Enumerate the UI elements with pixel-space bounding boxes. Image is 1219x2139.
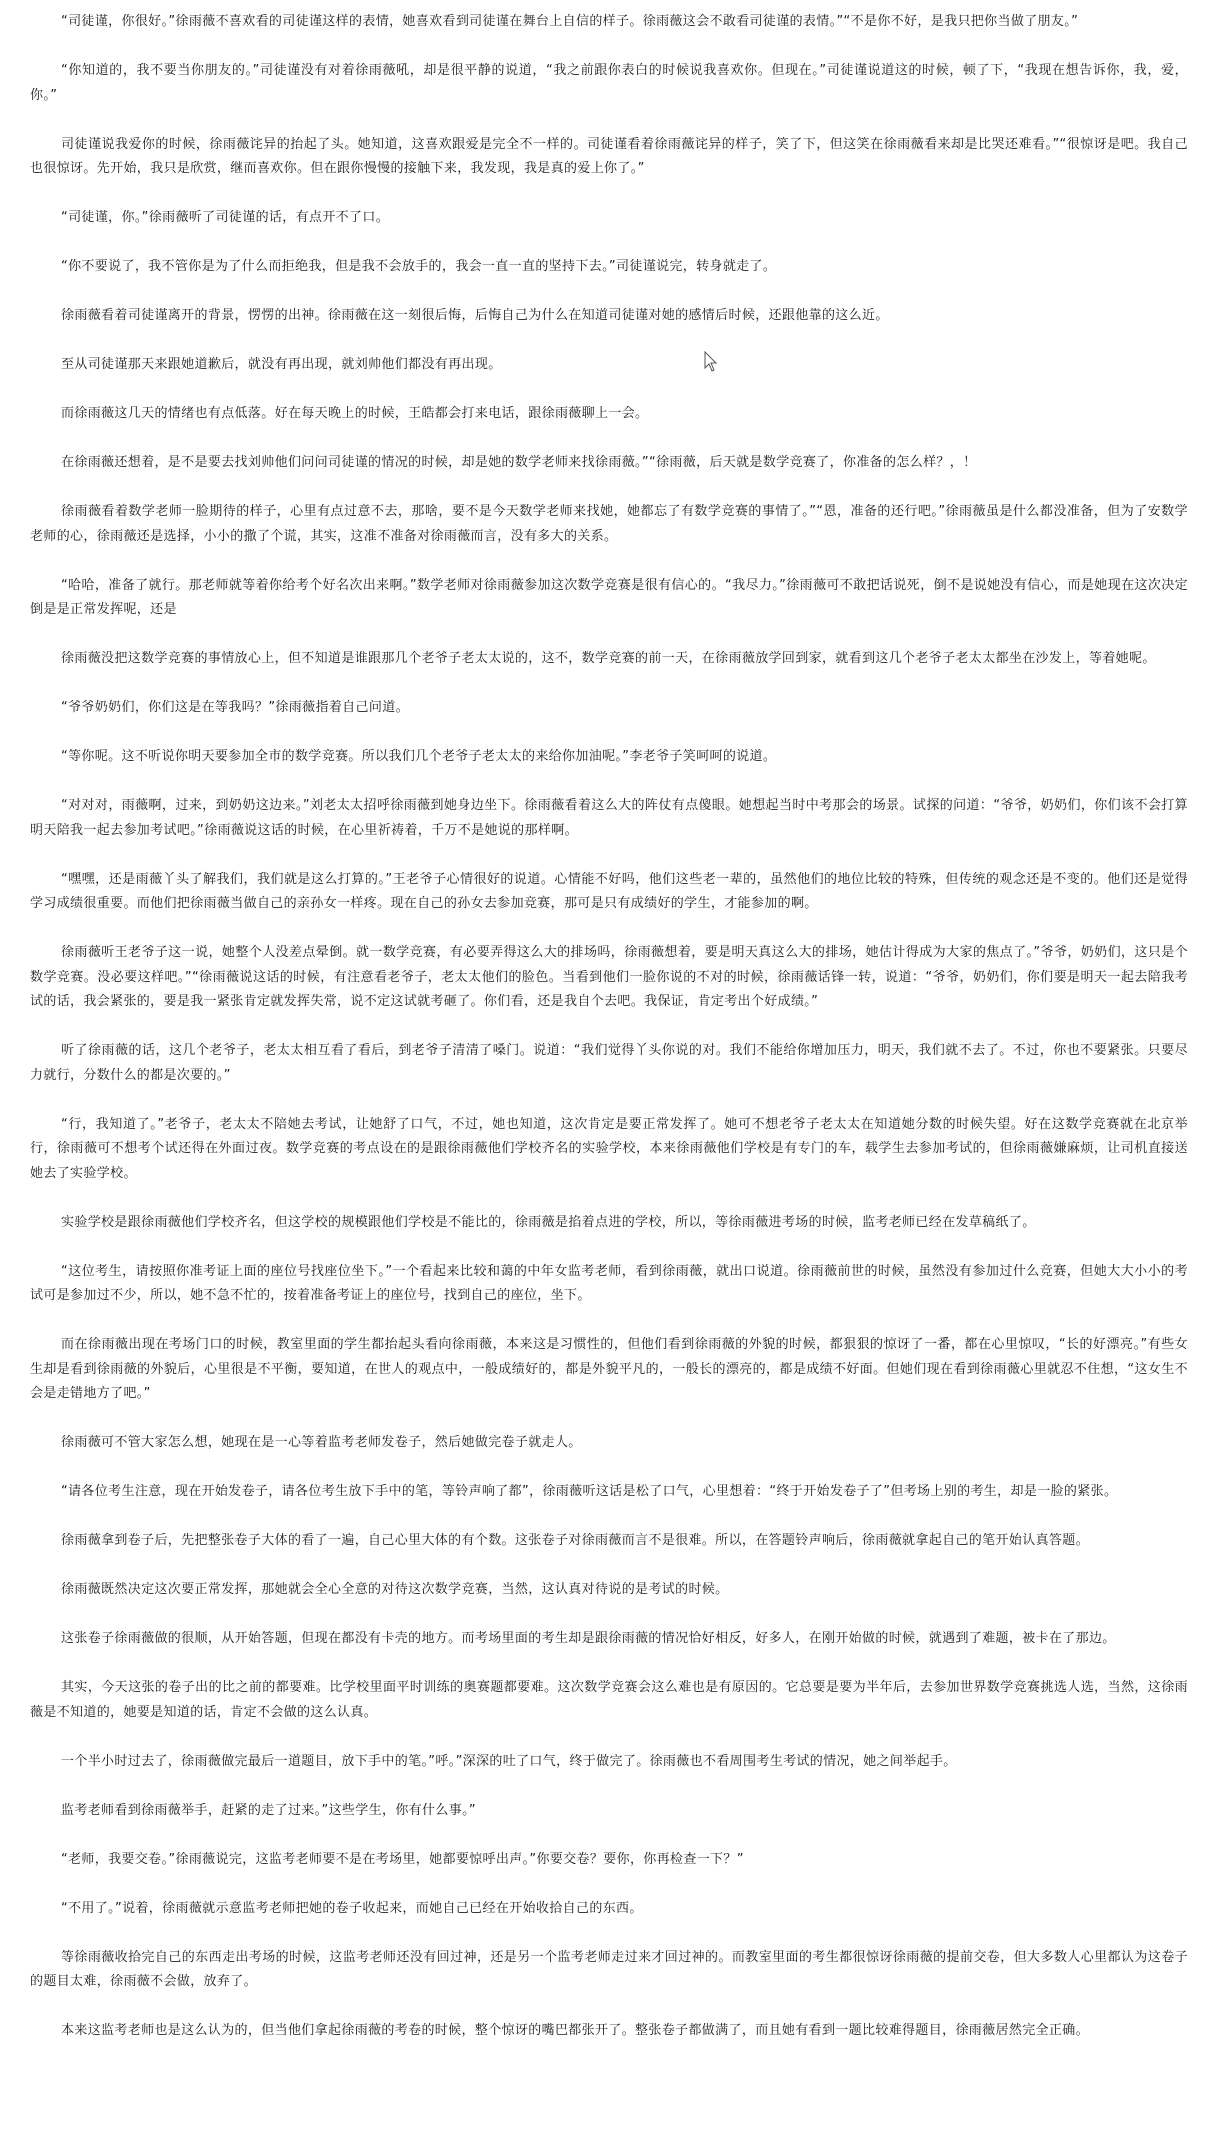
paragraph: “行，我知道了。”老爷子，老太太不陪她去考试，让她舒了口气，不过，她也知道，这次肯定是要正常发挥了。她可不想老爷子老太太在知道她分数的时候失望。好在这数学竞赛就在北京举行，徐雨薇可不想考个试还得在外面过夜。数学竞赛的考点设在的是跟徐雨薇他们学校齐名的实验学校，本来徐雨薇他们学校是有专门的车，载学生去参加考试的，但徐雨薇嫌麻烦，让司机直接送她去了实验学校。 [30, 1116, 1188, 1181]
paragraph: 等徐雨薇收拾完自己的东西走出考场的时候，这监考老师还没有回过神，还是另一个监考老师走过来才回过神的。而教室里面的考生都很惊讶徐雨薇的提前交卷，但大多数人心里都认为这卷子的题目太难，徐雨薇不会做，放弃了。 [30, 1949, 1188, 1989]
paragraph: “等你呢。这不听说你明天要参加全市的数学竞赛。所以我们几个老爷子老太太的来给你加油呢。”李老爷子笑呵呵的说道。 [61, 749, 777, 764]
article-body [30, 10, 1188, 2068]
paragraph: 而徐雨薇这几天的情绪也有点低落。好在每天晚上的时候，王皓都会打来电话，跟徐雨薇聊上一会。 [61, 406, 649, 421]
paragraph: 徐雨薇可不管大家怎么想，她现在是一心等着监考老师发卷子，然后她做完卷子就走人。 [61, 1435, 582, 1450]
paragraph: “请各位考生注意，现在开始发卷子，请各位考生放下手中的笔，等铃声响了都”，徐雨薇听这话是松了口气，心里想着：“终于开始发卷子了”但考场上别的考生，却是一脸的紧张。 [61, 1484, 1118, 1499]
paragraph: 徐雨薇既然决定这次要正常发挥，那她就会全心全意的对待这次数学竞赛，当然，这认真对待说的是考试的时候。 [61, 1582, 729, 1597]
paragraph: 在徐雨薇还想着，是不是要去找刘帅他们问问司徒谨的情况的时候，却是她的数学老师来找徐雨薇。”“徐雨薇，后天就是数学竞赛了，你准备的怎么样？，！ [61, 455, 977, 470]
paragraph: “嘿嘿，还是雨薇丫头了解我们，我们就是这么打算的。”王老爷子心情很好的说道。心情能不好吗，他们这些老一辈的，虽然他们的地位比较的特殊，但传统的观念还是不变的。他们还是觉得学习成绩很重要。而他们把徐雨薇当做自己的亲孙女一样疼。现在自己的孙女去参加竞赛，那可是只有成绩好的学生，才能参加的啊。 [30, 871, 1188, 911]
paragraph: 徐雨薇拿到卷子后，先把整张卷子大体的看了一遍，自己心里大体的有个数。这张卷子对徐雨薇而言不是很难。所以，在答题铃声响后，徐雨薇就拿起自己的笔开始认真答题。 [61, 1533, 1089, 1548]
paragraph: “司徒谨，你很好。”徐雨薇不喜欢看的司徒谨这样的表情，她喜欢看到司徒谨在舞台上自信的样子。徐雨薇这会不敢看司徒谨的表情。”“不是你不好，是我只把你当做了朋友。” [61, 14, 1079, 29]
paragraph: “你知道的，我不要当你朋友的。”司徒谨没有对着徐雨薇吼，却是很平静的说道，“我之前跟你表白的时候说我喜欢你。但现在。”司徒谨说道这的时候，顿了下，“我现在想告诉你，我，爱，你。” [30, 63, 1188, 103]
paragraph: 监考老师看到徐雨薇举手，赶紧的走了过来。”这些学生，你有什么事。” [61, 1802, 477, 1818]
paragraph: 司徒谨说我爱你的时候，徐雨薇诧异的抬起了头。她知道，这喜欢跟爱是完全不一样的。司徒谨看着徐雨薇诧异的样子，笑了下，但这笑在徐雨薇看来却是比哭还难看。”“很惊讶是吧。我自己也很惊讶。先开始，我只是欣赏，继而喜欢你。但在跟你慢慢的接触下来，我发现，我是真的爱上你了。” [30, 136, 1188, 176]
paragraph: “爷爷奶奶们，你们这是在等我吗？”徐雨薇指着自己问道。 [61, 700, 409, 715]
paragraph: 至从司徒谨那天来跟她道歉后，就没有再出现，就刘帅他们都没有再出现。 [61, 357, 502, 372]
paragraph: 而在徐雨薇出现在考场门口的时候，教室里面的学生都抬起头看向徐雨薇，本来这是习惯性的，但他们看到徐雨薇的外貌的时候，都狠狠的惊讶了一番，都在心里惊叹，“长的好漂亮。”有些女生却是看到徐雨薇的外貌后，心里很是不平衡，要知道，在世人的观点中，一般成绩好的，都是外貌平凡的，一般长的漂亮的，都是成绩不好面。但她们现在看到徐雨薇心里就忍不住想，“这女生不会是走错地方了吧。” [30, 1337, 1188, 1401]
paragraph: 其实，今天这张的卷子出的比之前的都要难。比学校里面平时训练的奥赛题都要难。这次数学竞赛会这么难也是有原因的。它总要是要为半年后，去参加世界数学竞赛挑选人选，当然，这徐雨薇是不知道的，她要是知道的话，肯定不会做的这么认真。 [30, 1680, 1188, 1720]
paragraph: “你不要说了，我不管你是为了什么而拒绝我，但是我不会放手的，我会一直一直的坚持下去。”司徒谨说完，转身就走了。 [61, 259, 777, 274]
paragraph: 徐雨薇没把这数学竞赛的事情放心上，但不知道是谁跟那几个老爷子老太太说的，这不，数学竞赛的前一天，在徐雨薇放学回到家，就看到这几个老爷子老太太都坐在沙发上，等着她呢。 [61, 651, 1156, 666]
mouse-pointer-icon [704, 351, 718, 373]
paragraph: 这张卷子徐雨薇做的很顺，从开始答题，但现在都没有卡壳的地方。而考场里面的考生却是跟徐雨薇的情况恰好相反，好多人，在刚开始做的时候，就遇到了难题，被卡在了那边。 [61, 1631, 1116, 1646]
paragraph: “哈哈，准备了就行。那老师就等着你给考个好名次出来啊。”数学老师对徐雨薇参加这次数学竞赛是很有信心的。“我尽力。”徐雨薇可不敢把话说死，倒不是说她没有信心，而是她现在这次决定倒是是正常发挥呢，还是 [30, 577, 1188, 617]
paragraph: 听了徐雨薇的话，这几个老爷子，老太太相互看了看后，到老爷子清清了嗓门。说道：“我们觉得丫头你说的对。我们不能给你增加压力，明天，我们就不去了。不过，你也不要紧张。只要尽力就行，分数什么的都是次要的。” [30, 1043, 1188, 1083]
paragraph: 实验学校是跟徐雨薇他们学校齐名，但这学校的规模跟他们学校是不能比的，徐雨薇是掐着点进的学校，所以，等徐雨薇进考场的时候，监考老师已经在发草稿纸了。 [61, 1214, 1036, 1230]
paragraph: 徐雨薇听王老爷子这一说，她整个人没差点晕倒。就一数学竞赛，有必要弄得这么大的排场吗，徐雨薇想着，要是明天真这么大的排场，她估计得成为大家的焦点了。”爷爷，奶奶们，这只是个数学竞赛。没必要这样吧。”“徐雨薇说这话的时候，有注意看老爷子，老太太他们的脸色。当看到他们一脸你说的不对的时候，徐雨薇话锋一转，说道：“爷爷，奶奶们，你们要是明天一起去陪我考试的话，我会紧张的，要是我一紧张肯定就发挥失常，说不定这试就考砸了。你们看，还是我自个去吧。我保证，肯定考出个好成绩。” [30, 945, 1188, 1009]
paragraph: 徐雨薇看着数学老师一脸期待的样子，心里有点过意不去，那啥，要不是今天数学老师来找她，她都忘了有数学竞赛的事情了。”“恩，准备的还行吧。”徐雨薇虽是什么都没准备，但为了安数学老师的心，徐雨薇还是选择，小小的撒了个谎，其实，这准不准备对徐雨薇而言，没有多大的关系。 [30, 504, 1188, 544]
paragraph: “老师，我要交卷。”徐雨薇说完，这监考老师要不是在考场里，她都要惊呼出声。”你要交卷？要你，你再检查一下？” [61, 1851, 744, 1867]
paragraph: “司徒谨，你。”徐雨薇听了司徒谨的话，有点开不了口。 [61, 210, 390, 225]
paragraph: 一个半小时过去了，徐雨薇做完最后一道题目，放下手中的笔。”呼。”深深的吐了口气，终于做完了。徐雨薇也不看周围考生考试的情况，她之间举起手。 [61, 1753, 957, 1769]
paragraph: “对对对，雨薇啊，过来，到奶奶这边来。”刘老太太招呼徐雨薇到她身边坐下。徐雨薇看着这么大的阵仗有点傻眼。她想起当时中考那会的场景。试探的问道：“爷爷，奶奶们，你们该不会打算明天陪我一起去参加考试吧。”徐雨薇说这话的时候，在心里祈祷着，千万不是她说的那样啊。 [30, 798, 1188, 838]
paragraph: 徐雨薇看着司徒谨离开的背景，愣愣的出神。徐雨薇在这一刻很后悔，后悔自己为什么在知道司徒谨对她的感情后时候，还跟他靠的这么近。 [61, 308, 889, 323]
paragraph: “这位考生，请按照你准考证上面的座位号找座位坐下。”一个看起来比较和蔼的中年女监考老师，看到徐雨薇，就出口说道。徐雨薇前世的时候，虽然没有参加过什么竞赛，但她大大小小的考试可是参加过不少，所以，她不急不忙的，按着准备考证上的座位号，找到自己的座位，坐下。 [30, 1263, 1188, 1303]
paragraph: “不用了。”说着，徐雨薇就示意监考老师把她的卷子收起来，而她自己已经在开始收拾自己的东西。 [61, 1900, 643, 1916]
paragraph: 本来这监考老师也是这么认为的，但当他们拿起徐雨薇的考卷的时候，整个惊讶的嘴巴都张开了。整张卷子都做满了，而且她有看到一题比较难得题目，徐雨薇居然完全正确。 [61, 2023, 1089, 2038]
